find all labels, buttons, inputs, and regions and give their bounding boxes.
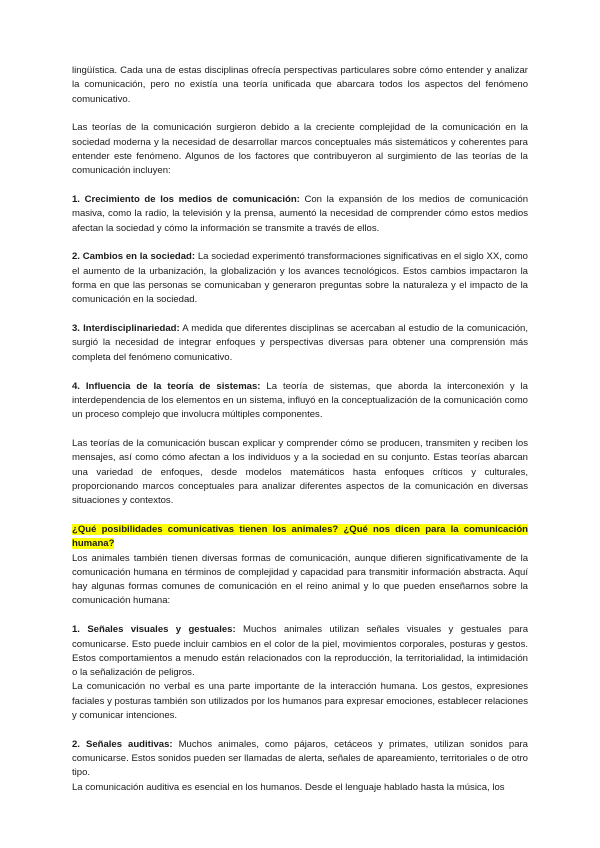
list-item-systems-theory: [72, 380, 528, 423]
paragraph-auditory-human: La comunicación auditiva es esencial en los humanos. Desde el lenguaje hablado hasta la música, los: [72, 781, 505, 793]
paragraph-theories-origin: Las teorías de la comunicación surgieron debido a la creciente complejidad de la comunicación en la sociedad moderna y la necesidad de desarrollar marcos conceptuales más sistemáticos y coherentes para entender este fenómeno. Algunos de los factores que contribuyeron al surgimiento de las teorías de la comunicación incluyen:: [72, 122, 528, 177]
list-item-text: La teoría de sistemas, que aborda la interconexión y la interdependencia de los elementos en un sistema, influyó en la conceptualización de la comunicación como un proceso complejo que involucra múltiples componentes.: [72, 380, 528, 421]
paragraph-nonverbal-human: La comunicación no verbal es una parte importante de la interacción humana. Los gestos, expresiones faciales y posturas también son utilizados por los humanos para expresar emociones, establecer relaciones y comunicar intenciones.: [72, 681, 528, 721]
list-item-label: 4. Influencia de la teoría de sistemas:: [72, 380, 261, 392]
list-item-text: Con la expansión de los medios de comunicación masiva, como la radio, la televisión y la prensa, aumentó la necesidad de comprender cómo estos medios afectan la sociedad y cómo la información se transmite a través de ellos.: [72, 194, 529, 234]
list-item-visual-signals: [72, 623, 528, 680]
list-item-label: 1. Señales visuales y gestuales:: [72, 624, 236, 636]
highlighted-question: ¿Qué posibilidades comunicativas tienen los animales? ¿Qué nos dicen para la comunicación humana?: [72, 523, 528, 550]
list-item-auditory-signals: [72, 738, 528, 781]
list-item-label: 1. Crecimiento de los medios de comunicación:: [72, 194, 300, 206]
list-item-label: 2. Señales auditivas:: [72, 738, 173, 750]
paragraph-theories-purpose: Las teorías de la comunicación buscan explicar y comprender cómo se producen, transmiten y reciben los mensajes, así como cómo afectan a los individuos y a la sociedad en su conjunto. Estas teorías abarcan una variedad de enfoques, desde modelos matemáticos hasta enfoques críticos y culturales, proporcionando marcos conceptuales para analizar diferentes aspectos de la comunicación en diversas situaciones y contextos.: [72, 437, 528, 507]
list-item-label: 2. Cambios en la sociedad:: [72, 251, 196, 263]
list-item-text: A medida que diferentes disciplinas se acercaban al estudio de la comunicación, surgió la necesidad de integrar enfoques y perspectivas diversas para obtener una comprensión más completa del fenómeno comunicativo.: [72, 323, 528, 363]
highlighted-question-heading: [72, 523, 528, 552]
paragraph-animal-communication: Los animales también tienen diversas formas de comunicación, aunque difieren significativamente de la comunicación humana en términos de complejidad y capacidad para transmitir información abstracta. Aquí hay algunas formas comunes de comunicación en el reino animal y lo que pueden enseñarnos sobre la comunicación humana:: [72, 552, 528, 607]
list-item-media-growth: [72, 193, 528, 236]
list-item-label: 3. Interdisciplinariedad:: [72, 323, 180, 335]
list-item-text: La sociedad experimentó transformaciones significativas en el siglo XX, como el aumento de la urbanización, la globalización y los avances tecnológicos. Estos cambios impactaron la forma en que las personas se comunicaban y generaron preguntas sobre la naturaleza y el impacto de la comunicación en la sociedad.: [72, 251, 528, 306]
list-item-text: Muchos animales utilizan señales visuales y gestuales para comunicarse. Esto puede incluir cambios en el color de la piel, movimientos corporales, posturas y gestos. Estos comportamientos a menudo están relacionados con la reproducción, la territorialidad, la intimidación o la señalización de peligros.: [72, 624, 528, 679]
list-item-interdisciplinarity: [72, 322, 528, 365]
paragraph-intro-continuation: lingüística. Cada una de estas disciplinas ofrecía perspectivas particulares sobre cómo entender y analizar la comunicación, pero no existía una teoría unificada que abarcara todos los aspectos del fenómeno comunicativo.: [72, 65, 528, 105]
list-item-text: Muchos animales, como pájaros, cetáceos y primates, utilizan sonidos para comunicarse. Estos sonidos pueden ser llamadas de alerta, señales de apareamiento, territoriales o de otro tipo.: [72, 738, 528, 779]
list-item-society-changes: [72, 250, 528, 307]
